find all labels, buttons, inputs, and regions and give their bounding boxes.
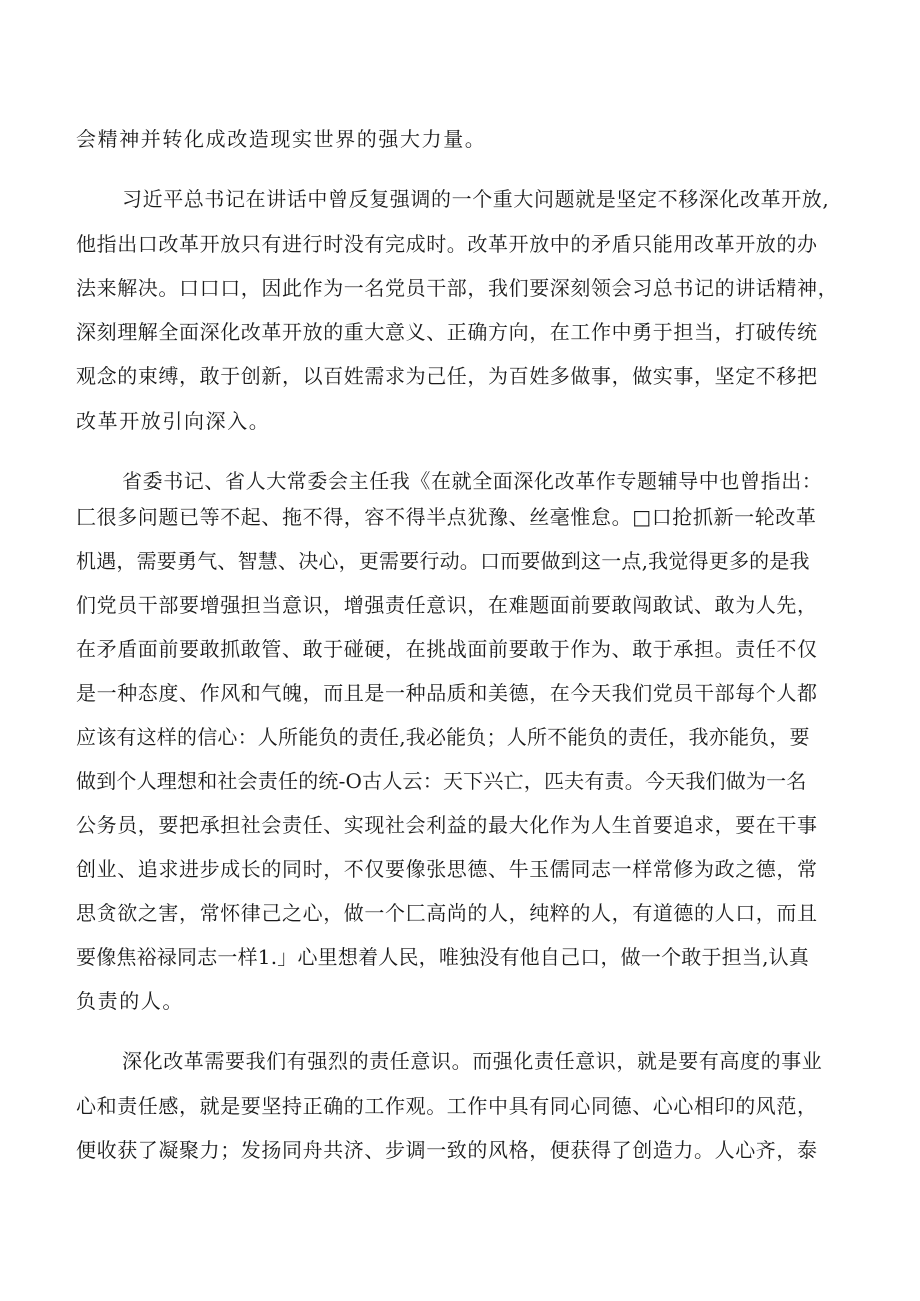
paragraph-line: 机遇，需要勇气、智慧、决心，更需要行动。口而要做到这一点,我觉得更多的是我 <box>76 549 810 573</box>
paragraph-line: 法来解决。口口口，因此作为一名党员干部，我们要深刻领会习总书记的讲话精神， <box>76 276 839 300</box>
paragraph-line: 负责的人。 <box>76 989 184 1013</box>
paragraph-line: 他指出口改革开放只有进行时没有完成时。改革开放中的矛盾只能用改革开放的办 <box>76 232 818 256</box>
paragraph-line: 们党员干部要增强担当意识，增强责任意识，在难题面前要敢闯敢试、敢为人先， <box>76 593 818 617</box>
paragraph-line: 公务员，要把承担社会责任、实现社会利益的最大化作为人生首要追求，要在干事 <box>76 813 818 837</box>
paragraph-line: 心和责任感，就是要坚持正确的工作观。工作中具有同心同德、心心相印的风范， <box>76 1094 818 1118</box>
paragraph-line: 习近平总书记在讲话中曾反复强调的一个重大问题就是坚定不移深化改革开放, <box>122 187 830 211</box>
paragraph-line: 深化改革需要我们有强烈的责任意识。而强化责任意识，就是要有高度的事业 <box>122 1049 823 1073</box>
paragraph-line: 省委书记、省人大常委会主任我《在就全面深化改革作专题辅导中也曾指出： <box>122 469 823 493</box>
paragraph-line: 思贪欲之害，常怀律己之心，做一个匚高尚的人，纯粹的人，有道德的人口，而且 <box>76 901 818 925</box>
paragraph-line: 便收获了凝聚力；发扬同舟共济、步调一致的风格，便获得了创造力。人心齐，泰 <box>76 1138 818 1162</box>
paragraph-line: 应该有这样的信心：人所能负的责任,我必能负；人所不能负的责任，我亦能负，要 <box>76 725 810 749</box>
paragraph-line: 在矛盾面前要敢抓敢管、敢于碰硬，在挑战面前要敢于作为、敢于承担。责任不仅 <box>76 637 818 661</box>
paragraph-line: 改革开放引向深入。 <box>76 409 271 433</box>
paragraph-line: 匚很多问题已等不起、拖不得，容不得半点犹豫、丝毫惟怠。□口抢抓新一轮改革 <box>76 505 817 529</box>
paragraph-line: 要像焦裕禄同志一样1.」心里想着人民，唯独没有他自己口，做一个敢于担当,认真 <box>76 945 810 969</box>
paragraph-line: 观念的束缚，敢于创新，以百姓需求为己任，为百姓多做事，做实事，坚定不移把 <box>76 364 818 388</box>
paragraph-line: 创业、追求进步成长的同时，不仅要像张思德、牛玉儒同志一样常修为政之德，常 <box>76 857 818 881</box>
paragraph-line: 做到个人理想和社会责任的统-O古人云：天下兴亡，匹夫有责。今天我们做为一名 <box>76 769 807 793</box>
paragraph-line: 是一种态度、作风和气魄，而且是一种品质和美德，在今天我们党员干部每个人都 <box>76 681 818 705</box>
paragraph-line: 深刻理解全面深化改革开放的重大意义、正确方向，在工作中勇于担当，打破传统 <box>76 320 818 344</box>
paragraph-line: 会精神并转化成改造现实世界的强大力量。 <box>76 127 487 151</box>
